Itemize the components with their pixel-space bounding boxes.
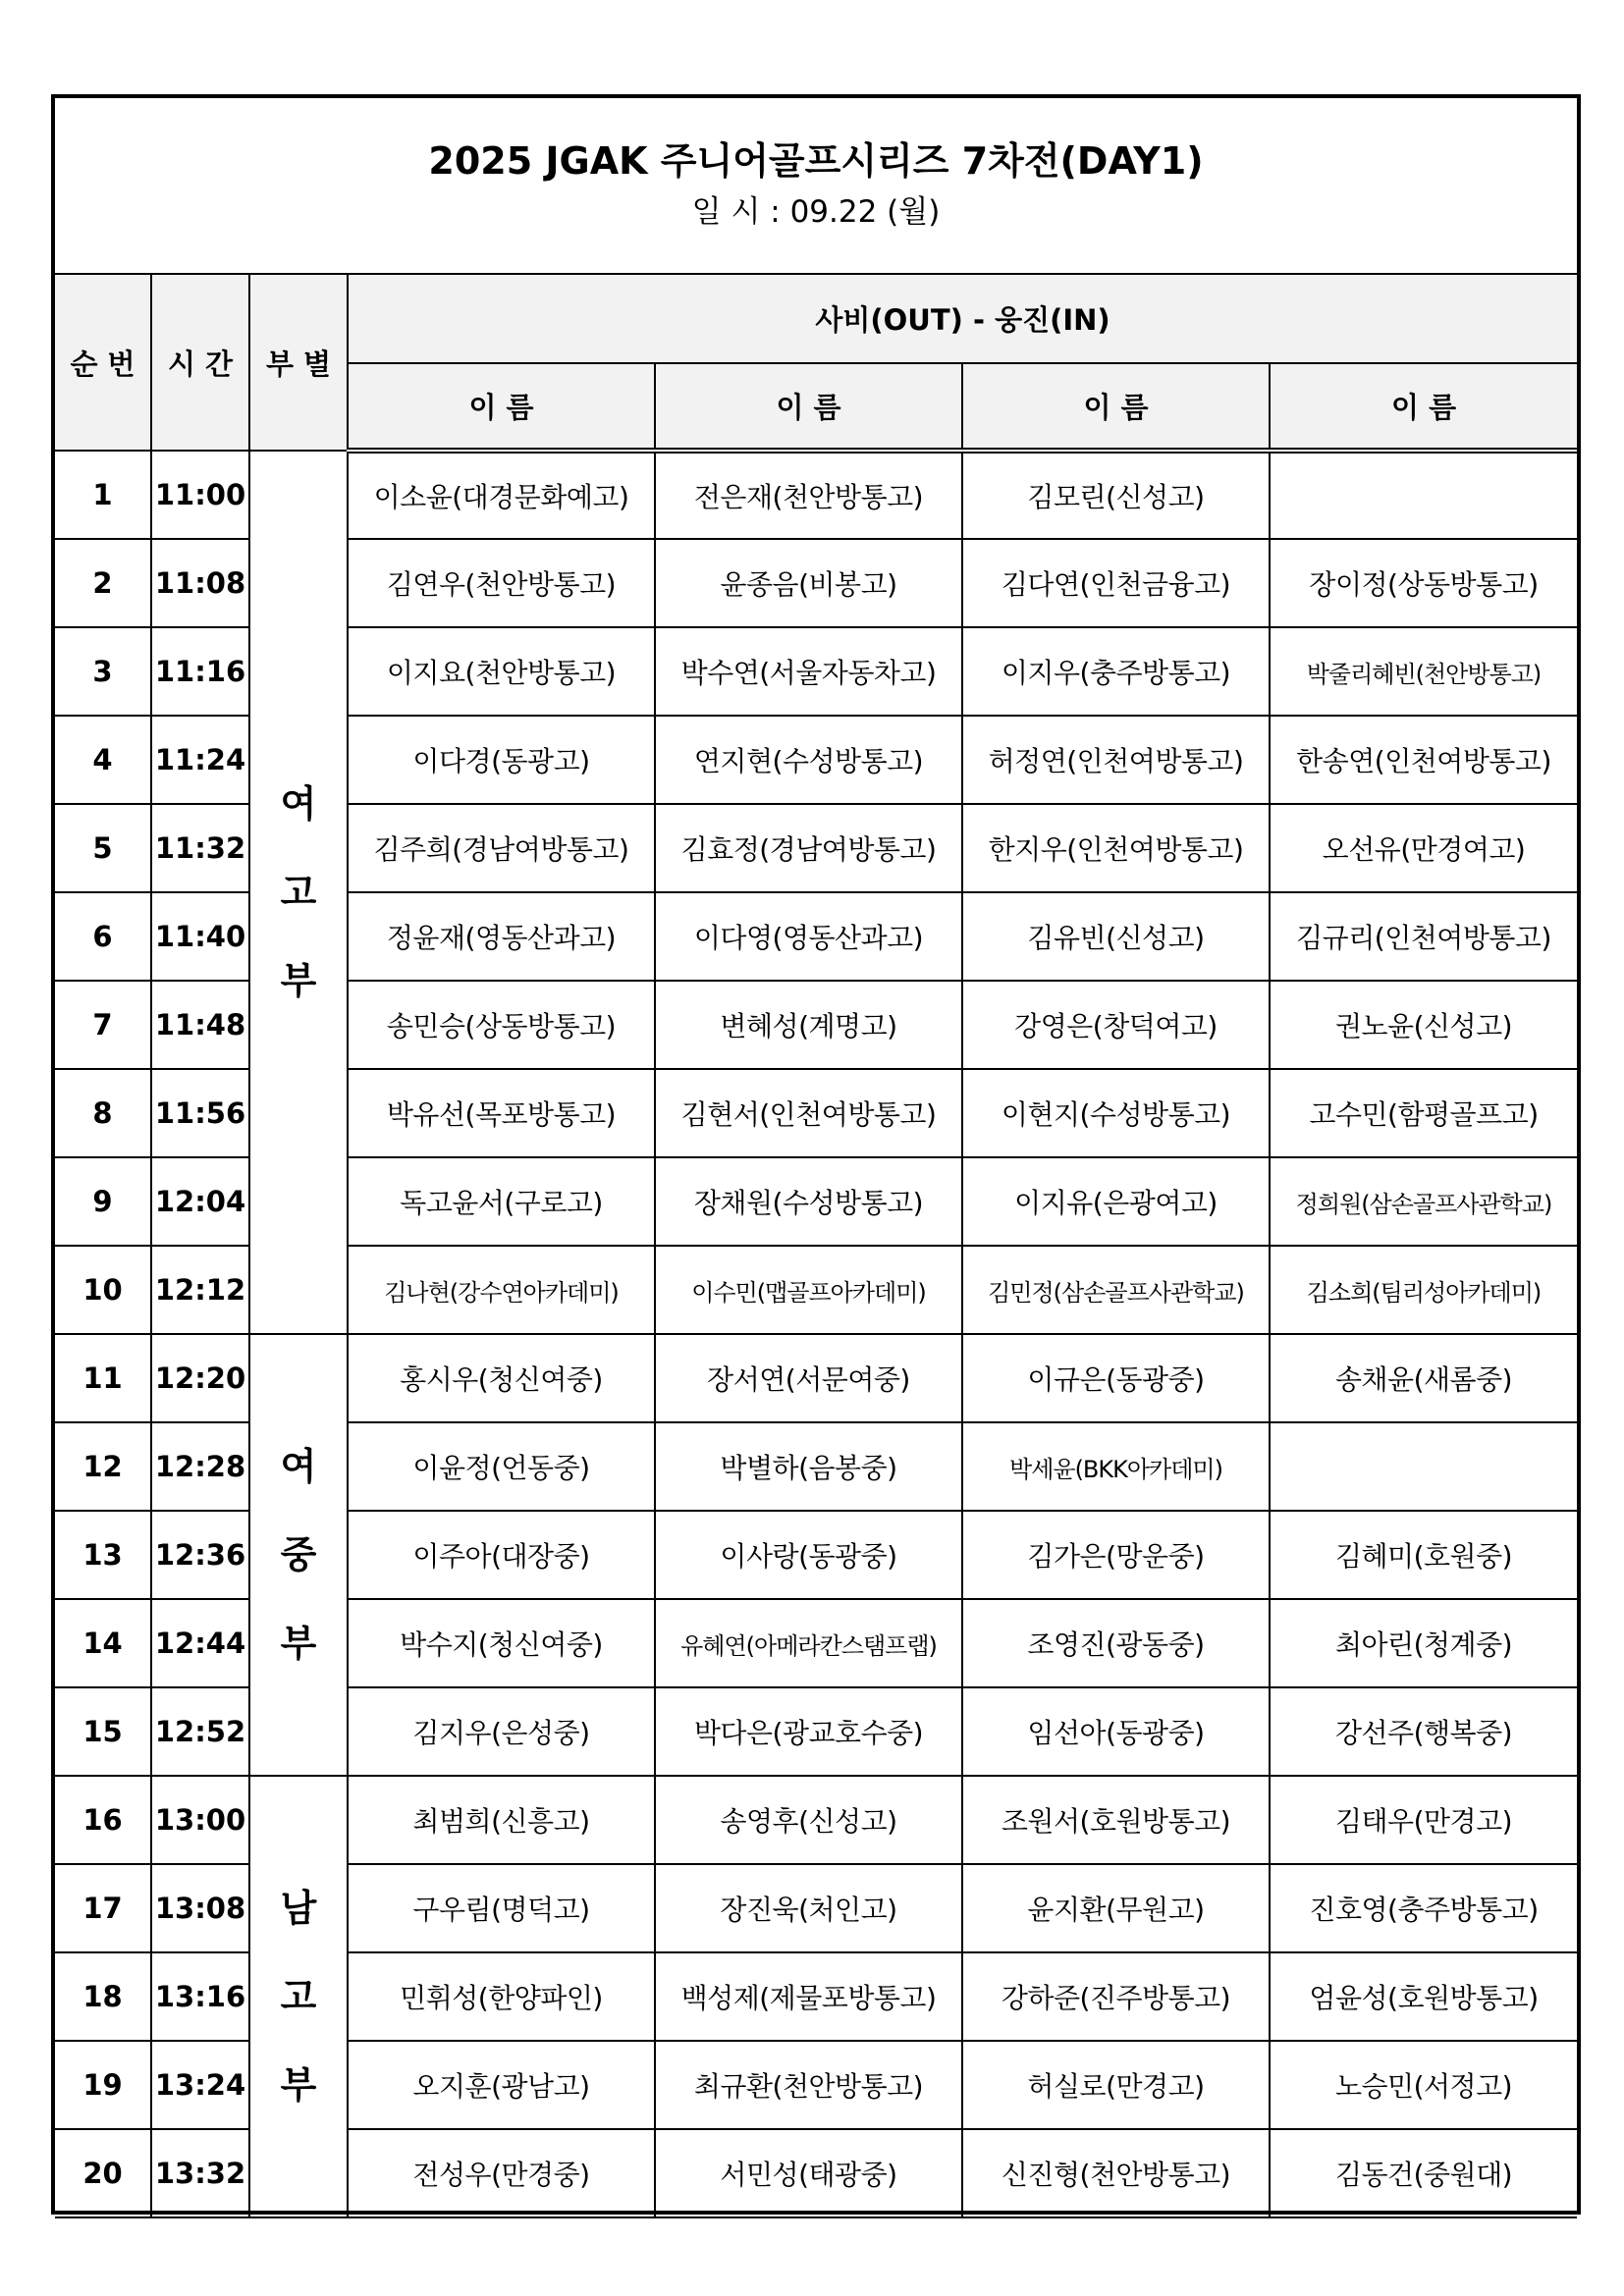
player-name: 장채원(수성방통고) [655,1157,962,1246]
player-name: 구우림(명덕고) [348,1864,655,1952]
tee-time: 11:16 [151,627,249,716]
player-name: 이지유(은광여고) [962,1157,1270,1246]
player-name: 김유빈(신성고) [962,892,1270,981]
row-number: 4 [55,716,151,804]
player-name: 이지우(충주방통고) [962,627,1270,716]
player-name: 김태우(만경고) [1270,1776,1577,1864]
player-name: 서민성(태광중) [655,2129,962,2217]
player-name: 조영진(광동중) [962,1599,1270,1687]
player-name: 강선주(행복중) [1270,1687,1577,1776]
player-name: 박유선(목포방통고) [348,1069,655,1157]
tee-time: 13:08 [151,1864,249,1952]
player-name: 이사랑(동광중) [655,1511,962,1599]
col-header-time: 시 간 [151,275,249,451]
player-name: 송민승(상동방통고) [348,981,655,1069]
player-name: 김동건(중원대) [1270,2129,1577,2217]
player-name: 강하준(진주방통고) [962,1952,1270,2041]
player-name: 김가은(망운중) [962,1511,1270,1599]
row-number: 13 [55,1511,151,1599]
col-header-name-4: 이 름 [1270,363,1577,451]
player-name: 최아린(청계중) [1270,1599,1577,1687]
row-number: 2 [55,539,151,627]
player-name: 장이정(상동방통고) [1270,539,1577,627]
player-name: 이다영(영동산과고) [655,892,962,981]
player-name: 이윤정(언동중) [348,1422,655,1511]
division-char: 부 [280,959,317,1002]
table-row [55,1776,1577,1864]
document-header [55,98,1577,275]
tee-time: 11:48 [151,981,249,1069]
player-name: 이다경(동광고) [348,716,655,804]
player-name: 조원서(호원방통고) [962,1776,1270,1864]
player-name: 박세윤(BKK아카데미) [962,1422,1270,1511]
col-header-course: 사비(OUT) - 웅진(IN) [348,275,1577,363]
tee-time-rows [55,451,1577,2217]
tee-time: 12:04 [151,1157,249,1246]
player-name: 김현서(인천여방통고) [655,1069,962,1157]
tee-time-table [55,275,1577,2218]
row-number: 8 [55,1069,151,1157]
row-number: 14 [55,1599,151,1687]
player-name: 윤종음(비봉고) [655,539,962,627]
tee-time: 11:00 [151,451,249,539]
player-name [1270,451,1577,539]
row-number: 15 [55,1687,151,1776]
tee-time: 13:16 [151,1952,249,2041]
player-name: 오지훈(광남고) [348,2041,655,2129]
division-label [249,451,348,1334]
col-header-name-1: 이 름 [348,363,655,451]
col-header-division: 부 별 [249,275,348,451]
row-number: 7 [55,981,151,1069]
player-name: 김혜미(호원중) [1270,1511,1577,1599]
player-name: 이현지(수성방통고) [962,1069,1270,1157]
row-number: 5 [55,804,151,892]
player-name: 윤지환(무원고) [962,1864,1270,1952]
row-number: 11 [55,1334,151,1422]
row-number: 3 [55,627,151,716]
document-title: 2025 JGAK 주니어골프시리즈 7차전(DAY1) [428,139,1204,183]
player-name: 오선유(만경여고) [1270,804,1577,892]
player-name: 홍시우(청신여중) [348,1334,655,1422]
table-row [55,1334,1577,1422]
division-label [249,1776,348,2217]
division-char: 남 [280,1887,317,1930]
player-name: 백성제(제물포방통고) [655,1952,962,2041]
division-char: 고 [280,871,317,914]
row-number: 12 [55,1422,151,1511]
player-name: 민휘성(한양파인) [348,1952,655,2041]
player-name: 유혜연(아메라칸스탬프랩) [655,1599,962,1687]
player-name: 진호영(충주방통고) [1270,1864,1577,1952]
row-number: 9 [55,1157,151,1246]
table-row [55,451,1577,539]
player-name: 송채윤(새롬중) [1270,1334,1577,1422]
player-name: 강영은(창덕여고) [962,981,1270,1069]
player-name: 장진욱(처인고) [655,1864,962,1952]
player-name: 김민정(삼손골프사관학교) [962,1246,1270,1334]
player-name [1270,1422,1577,1511]
row-number: 17 [55,1864,151,1952]
tee-time: 11:32 [151,804,249,892]
row-number: 18 [55,1952,151,2041]
tee-time-sheet [51,94,1581,2215]
tee-time: 13:24 [151,2041,249,2129]
player-name: 장서연(서문여중) [655,1334,962,1422]
player-name: 변혜성(계명고) [655,981,962,1069]
player-name: 이지요(천안방통고) [348,627,655,716]
player-name: 박수연(서울자동차고) [655,627,962,716]
col-header-no: 순 번 [55,275,151,451]
row-number: 20 [55,2129,151,2217]
event-date: 일 시 : 09.22 (월) [691,194,941,230]
player-name: 송영후(신성고) [655,1776,962,1864]
player-name: 정윤재(영동산과고) [348,892,655,981]
player-name: 김나현(강수연아카데미) [348,1246,655,1334]
player-name: 한송연(인천여방통고) [1270,716,1577,804]
player-name: 허실로(만경고) [962,2041,1270,2129]
row-number: 6 [55,892,151,981]
tee-time: 12:52 [151,1687,249,1776]
division-char: 부 [280,2063,317,2107]
player-name: 이규은(동광중) [962,1334,1270,1422]
player-name: 허정연(인천여방통고) [962,716,1270,804]
player-name: 고수민(함평골프고) [1270,1069,1577,1157]
division-char: 중 [280,1533,317,1576]
player-name: 임선아(동광중) [962,1687,1270,1776]
player-name: 노승민(서정고) [1270,2041,1577,2129]
player-name: 박별하(음봉중) [655,1422,962,1511]
row-number: 19 [55,2041,151,2129]
player-name: 김지우(은성중) [348,1687,655,1776]
player-name: 신진형(천안방통고) [962,2129,1270,2217]
player-name: 이수민(맵골프아카데미) [655,1246,962,1334]
tee-time: 13:32 [151,2129,249,2217]
division-char: 여 [280,1445,317,1488]
row-number: 1 [55,451,151,539]
player-name: 박줄리혜빈(천안방통고) [1270,627,1577,716]
col-header-name-3: 이 름 [962,363,1270,451]
player-name: 권노윤(신성고) [1270,981,1577,1069]
tee-time: 11:56 [151,1069,249,1157]
row-number: 16 [55,1776,151,1864]
player-name: 한지우(인천여방통고) [962,804,1270,892]
tee-time: 12:44 [151,1599,249,1687]
player-name: 전은재(천안방통고) [655,451,962,539]
player-name: 김주희(경남여방통고) [348,804,655,892]
player-name: 이소윤(대경문화예고) [348,451,655,539]
division-label [249,1334,348,1776]
player-name: 최규환(천안방통고) [655,2041,962,2129]
tee-time: 12:36 [151,1511,249,1599]
player-name: 김다연(인천금융고) [962,539,1270,627]
tee-time: 12:28 [151,1422,249,1511]
player-name: 전성우(만경중) [348,2129,655,2217]
division-char: 여 [280,782,317,826]
player-name: 김효정(경남여방통고) [655,804,962,892]
player-name: 독고윤서(구로고) [348,1157,655,1246]
tee-time: 12:20 [151,1334,249,1422]
tee-time: 11:40 [151,892,249,981]
tee-time: 13:00 [151,1776,249,1864]
player-name: 이주아(대장중) [348,1511,655,1599]
player-name: 김모린(신성고) [962,451,1270,539]
player-name: 김규리(인천여방통고) [1270,892,1577,981]
player-name: 김소희(팀리성아카데미) [1270,1246,1577,1334]
player-name: 박다은(광교호수중) [655,1687,962,1776]
player-name: 박수지(청신여중) [348,1599,655,1687]
player-name: 연지현(수성방통고) [655,716,962,804]
row-number: 10 [55,1246,151,1334]
player-name: 최범희(신흥고) [348,1776,655,1864]
tee-time: 11:08 [151,539,249,627]
player-name: 정희원(삼손골프사관학교) [1270,1157,1577,1246]
player-name: 김연우(천안방통고) [348,539,655,627]
col-header-name-2: 이 름 [655,363,962,451]
player-name: 엄윤성(호원방통고) [1270,1952,1577,2041]
tee-time: 11:24 [151,716,249,804]
division-char: 고 [280,1975,317,2018]
tee-time: 12:12 [151,1246,249,1334]
division-char: 부 [280,1622,317,1665]
